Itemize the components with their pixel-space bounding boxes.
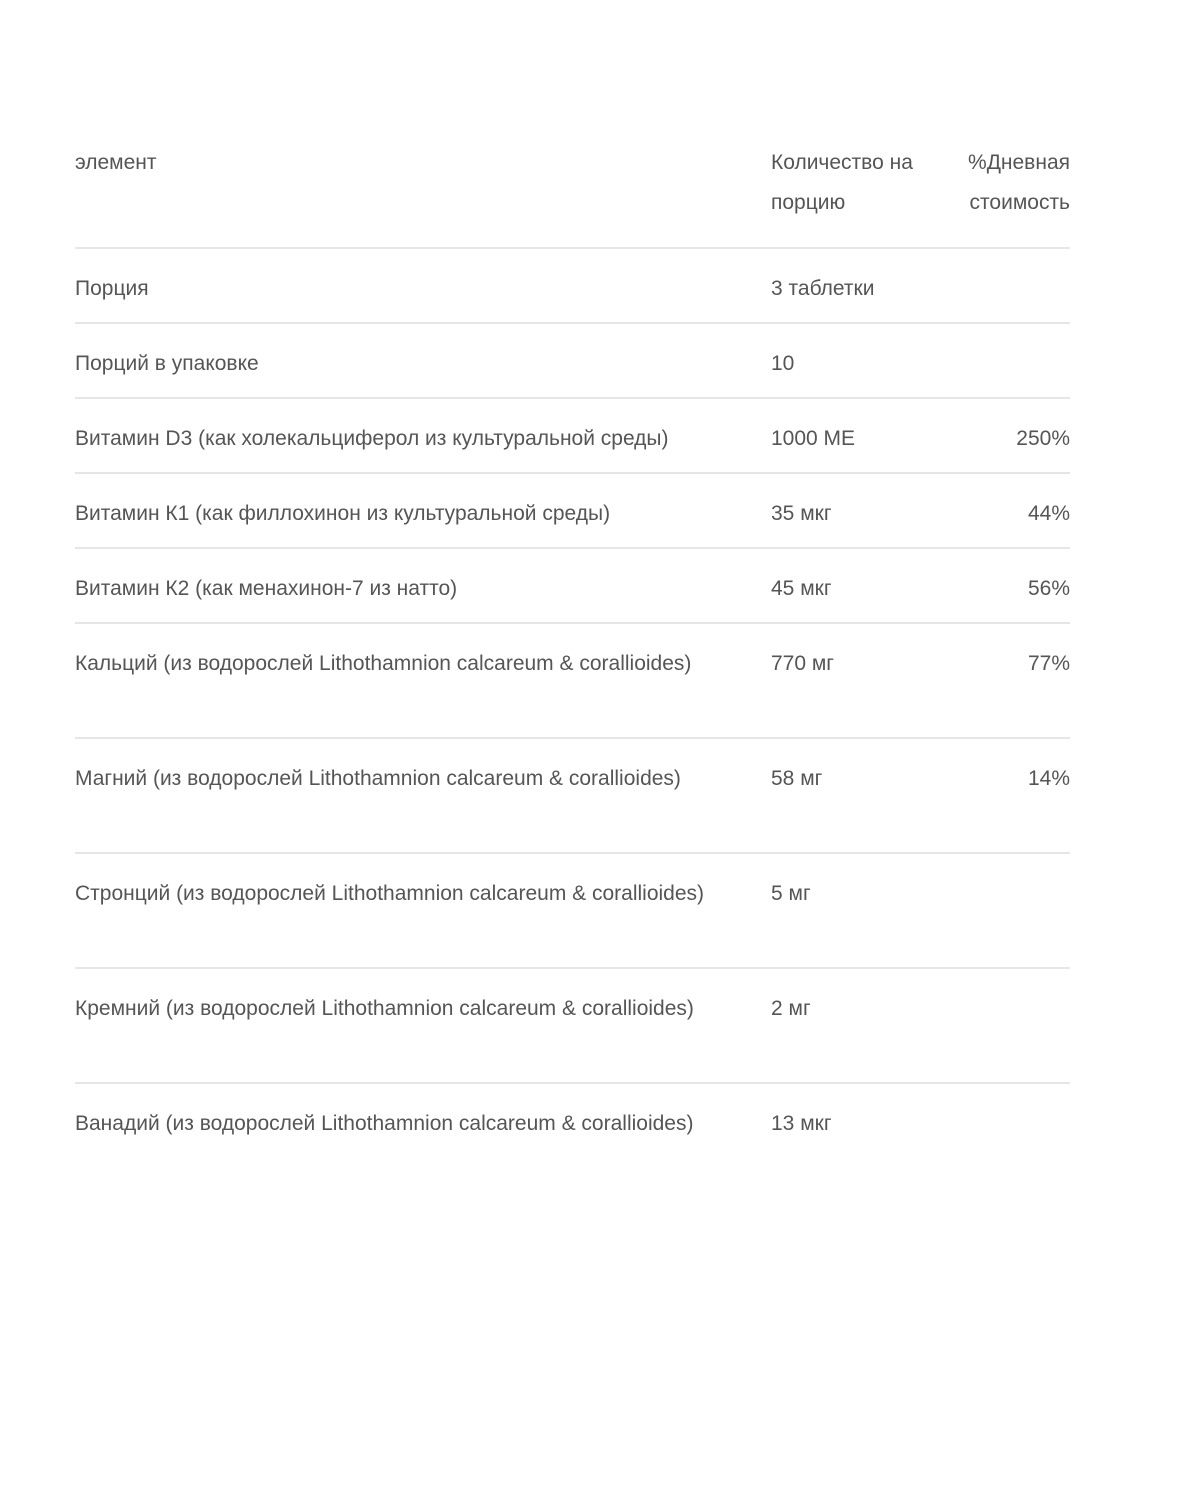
row-amount: 10 [771, 352, 795, 375]
row-name: Ванадий (из водорослей Lithothamnion calcareum & corallioides) [75, 1112, 694, 1135]
row-amount: 13 мкг [771, 1112, 832, 1135]
header-amount: Количество на порцию [771, 151, 913, 214]
row-daily-value [941, 1064, 1070, 1197]
row-amount: 770 мг [771, 652, 834, 675]
row-amount: 3 таблетки [771, 277, 875, 300]
header-daily-value: %Дневная стоимость [968, 151, 1070, 214]
row-daily-value: 56% [1027, 577, 1070, 600]
row-name: Витамин D3 (как холекальциферол из культуральной среды) [75, 427, 669, 450]
row-amount: 5 мг [771, 882, 811, 905]
row-amount: 2 мг [771, 997, 811, 1020]
header-element: элемент [75, 151, 157, 174]
row-daily-value [941, 949, 1070, 1082]
row-daily-value: 77% [1027, 652, 1070, 675]
row-name: Витамин К1 (как филлохинон из культуральной среды) [75, 502, 611, 525]
row-name: Порций в упаковке [75, 352, 259, 375]
row-amount: 58 мг [771, 767, 823, 790]
table-row [75, 1064, 1070, 1197]
row-name: Витамин К2 (как менахинон-7 из натто) [75, 577, 458, 600]
row-name: Магний (из водорослей Lithothamnion calcareum & corallioides) [75, 767, 681, 790]
row-daily-value [941, 834, 1070, 967]
row-name: Порция [75, 277, 149, 300]
nutrition-table [75, 143, 1070, 1197]
row-amount: 35 мкг [771, 502, 832, 525]
row-daily-value: 250% [1016, 427, 1070, 450]
row-daily-value: 44% [1027, 502, 1070, 525]
row-amount: 45 мкг [771, 577, 832, 600]
row-name: Стронций (из водорослей Lithothamnion calcareum & corallioides) [75, 882, 705, 905]
row-amount: 1000 МЕ [771, 427, 856, 450]
row-name: Кальций (из водорослей Lithothamnion calcareum & corallioides) [75, 652, 692, 675]
row-name: Кремний (из водорослей Lithothamnion calcareum & corallioides) [75, 997, 694, 1020]
row-daily-value: 14% [1027, 767, 1070, 790]
